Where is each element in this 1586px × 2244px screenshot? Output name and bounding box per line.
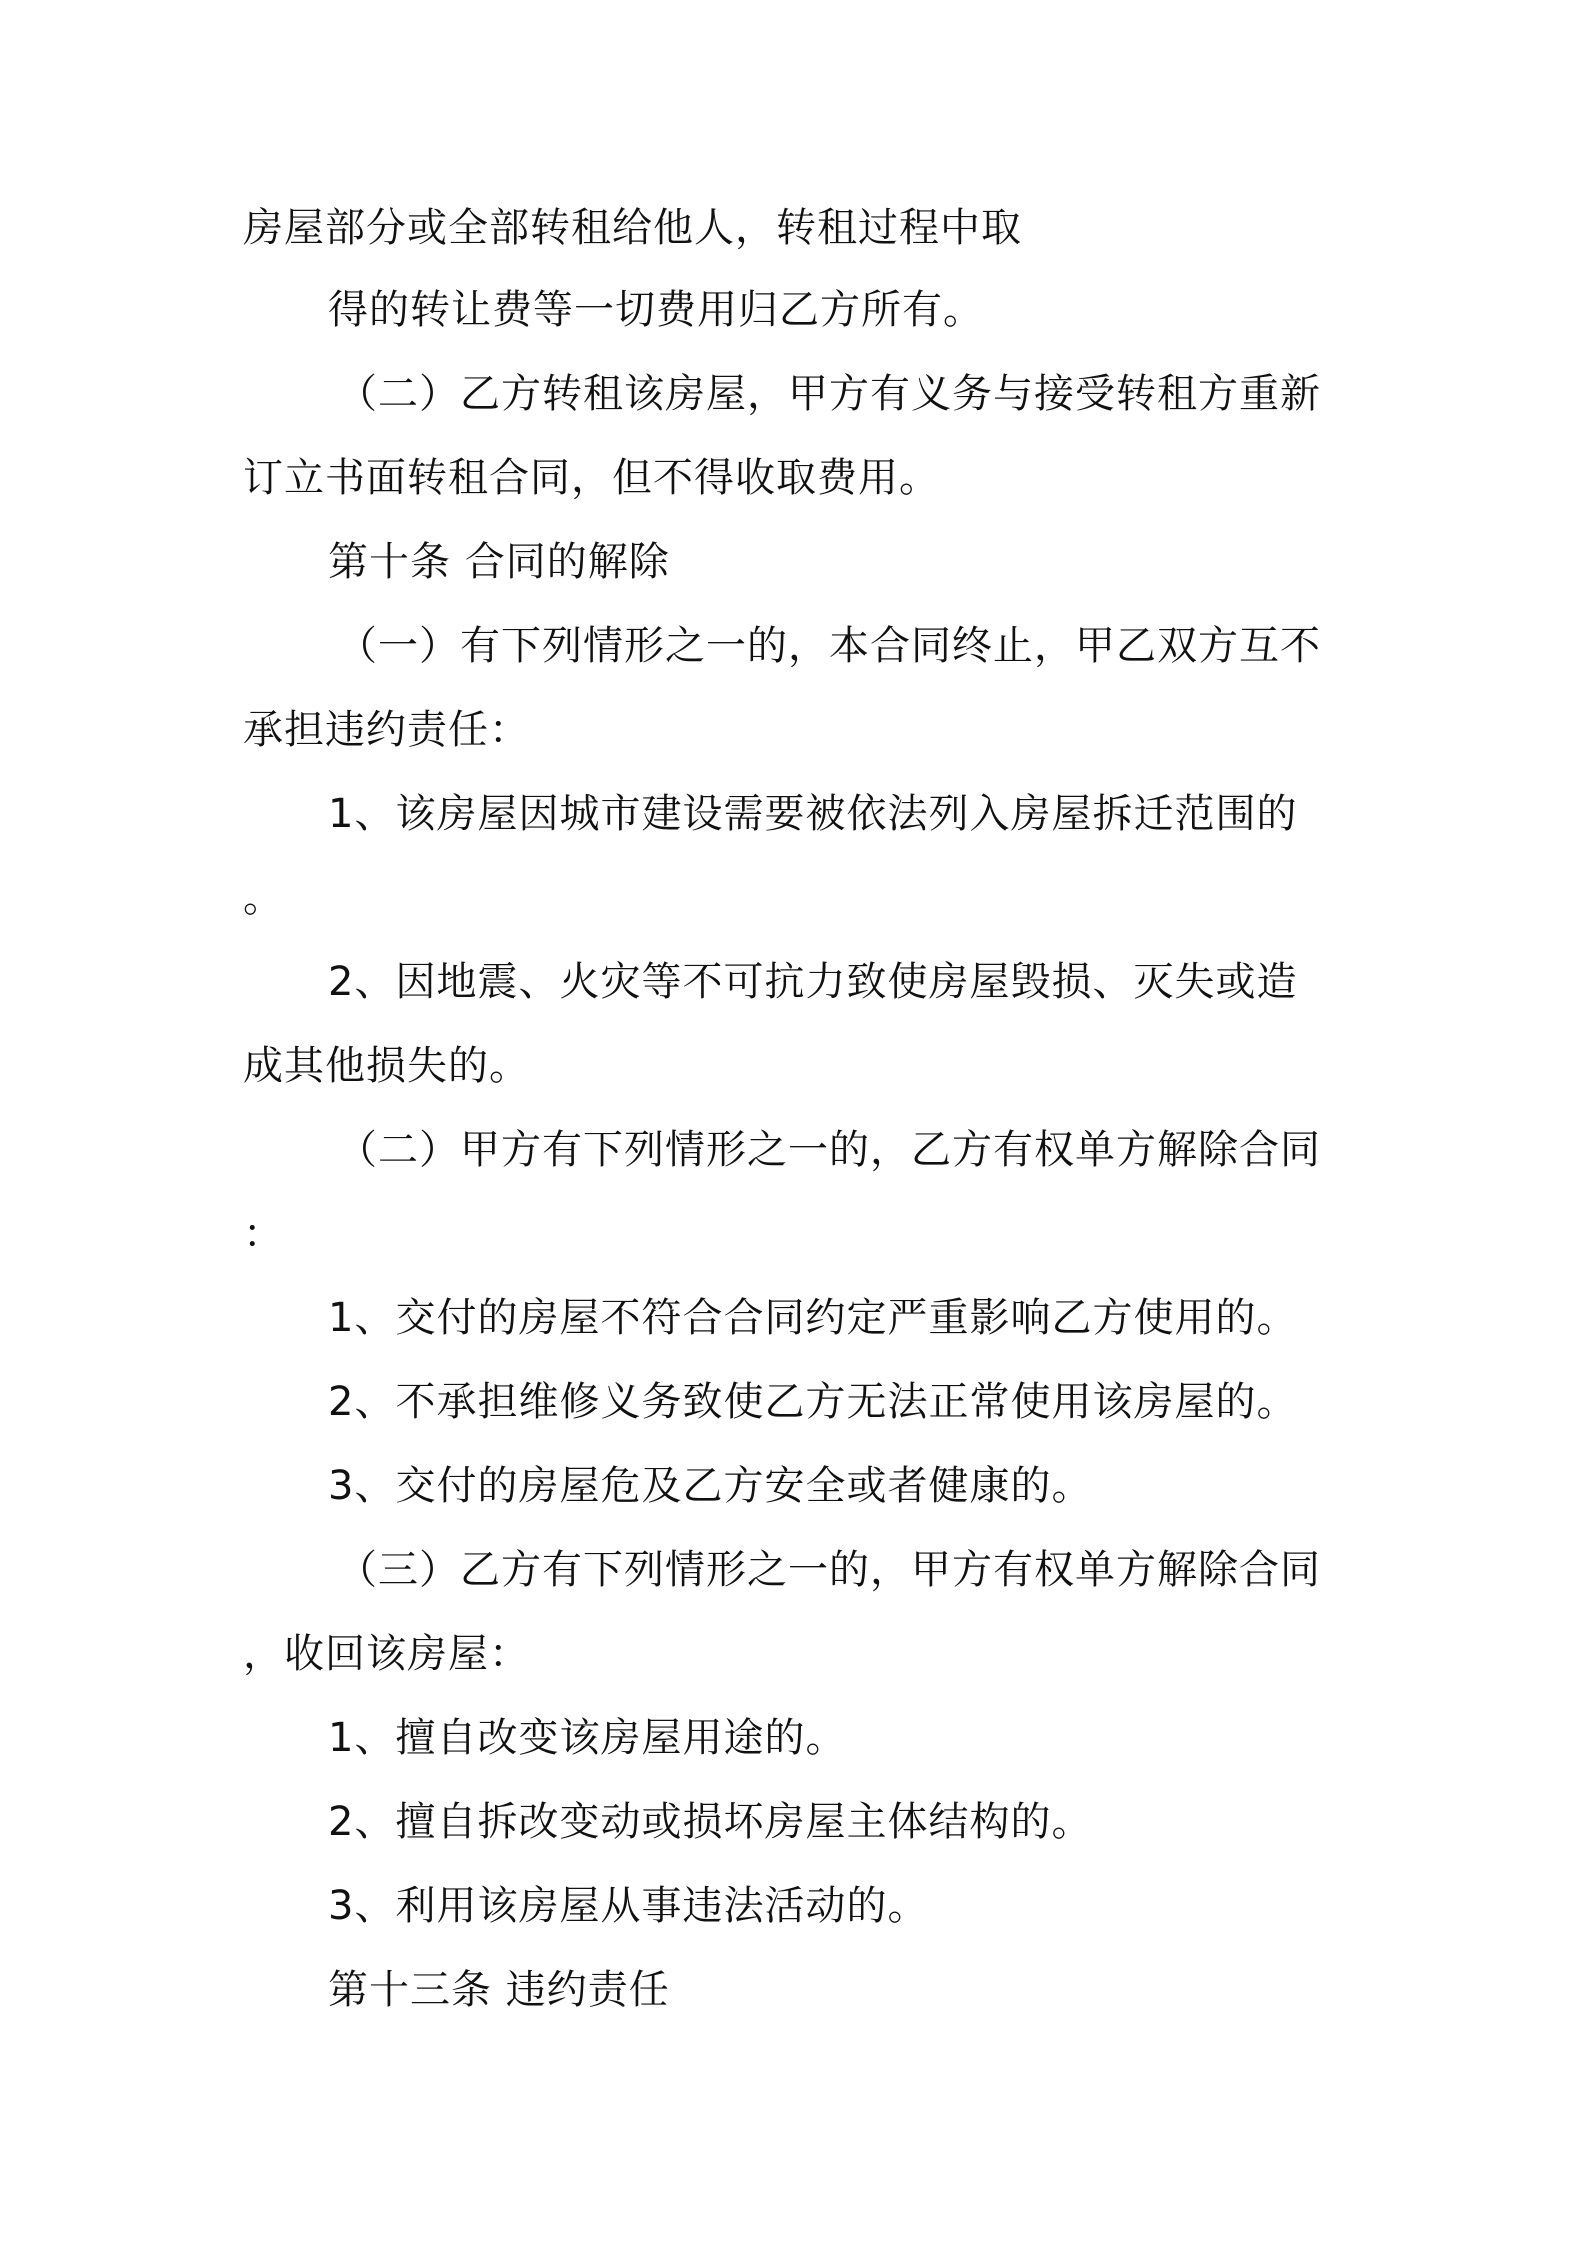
clause-2-lessor-breach: （二）甲方有下列情形之一的，乙方有权单方解除合同 <box>337 1127 1321 1173</box>
clause-2-sublet-continuation: 订立书面转租合同，但不得收取费用。 <box>243 455 940 501</box>
item-2-structure-damage: 2、擅自拆改变动或损坏房屋主体结构的。 <box>328 1799 1093 1845</box>
item-1-change-use: 1、擅自改变该房屋用途的。 <box>328 1715 847 1761</box>
item-1-nonconforming: 1、交付的房屋不符合合同约定严重影响乙方使用的。 <box>328 1295 1298 1341</box>
clause-2-lessor-breach-colon: ： <box>243 1211 284 1257</box>
article-10-title: 第十条 合同的解除 <box>328 539 670 585</box>
article-13-title: 第十三条 违约责任 <box>328 1967 670 2013</box>
item-2-force-majeure-continuation: 成其他损失的。 <box>243 1043 530 1089</box>
text-line-continuation-subletting: 房屋部分或全部转租给他人，转租过程中取 <box>243 205 1022 251</box>
item-2-force-majeure: 2、因地震、火灾等不可抗力致使房屋毁损、灭失或造 <box>328 959 1298 1005</box>
text-line-subletting-fees: 得的转让费等一切费用归乙方所有。 <box>328 287 984 333</box>
clause-1-termination-continuation: 承担违约责任： <box>243 707 530 753</box>
item-3-safety: 3、交付的房屋危及乙方安全或者健康的。 <box>328 1463 1093 1509</box>
item-1-demolition: 1、该房屋因城市建设需要被依法列入房屋拆迁范围的 <box>328 791 1298 837</box>
clause-2-sublet-heading: （二）乙方转租该房屋，甲方有义务与接受转租方重新 <box>337 371 1321 417</box>
clause-1-termination: （一）有下列情形之一的，本合同终止，甲乙双方互不 <box>337 623 1321 669</box>
item-1-demolition-end: 。 <box>243 875 284 921</box>
item-3-illegal-activity: 3、利用该房屋从事违法活动的。 <box>328 1883 929 1929</box>
item-2-no-repairs: 2、不承担维修义务致使乙方无法正常使用该房屋的。 <box>328 1379 1298 1425</box>
clause-3-lessee-breach-continuation: ，收回该房屋： <box>243 1631 530 1677</box>
clause-3-lessee-breach: （三）乙方有下列情形之一的，甲方有权单方解除合同 <box>337 1547 1321 1593</box>
